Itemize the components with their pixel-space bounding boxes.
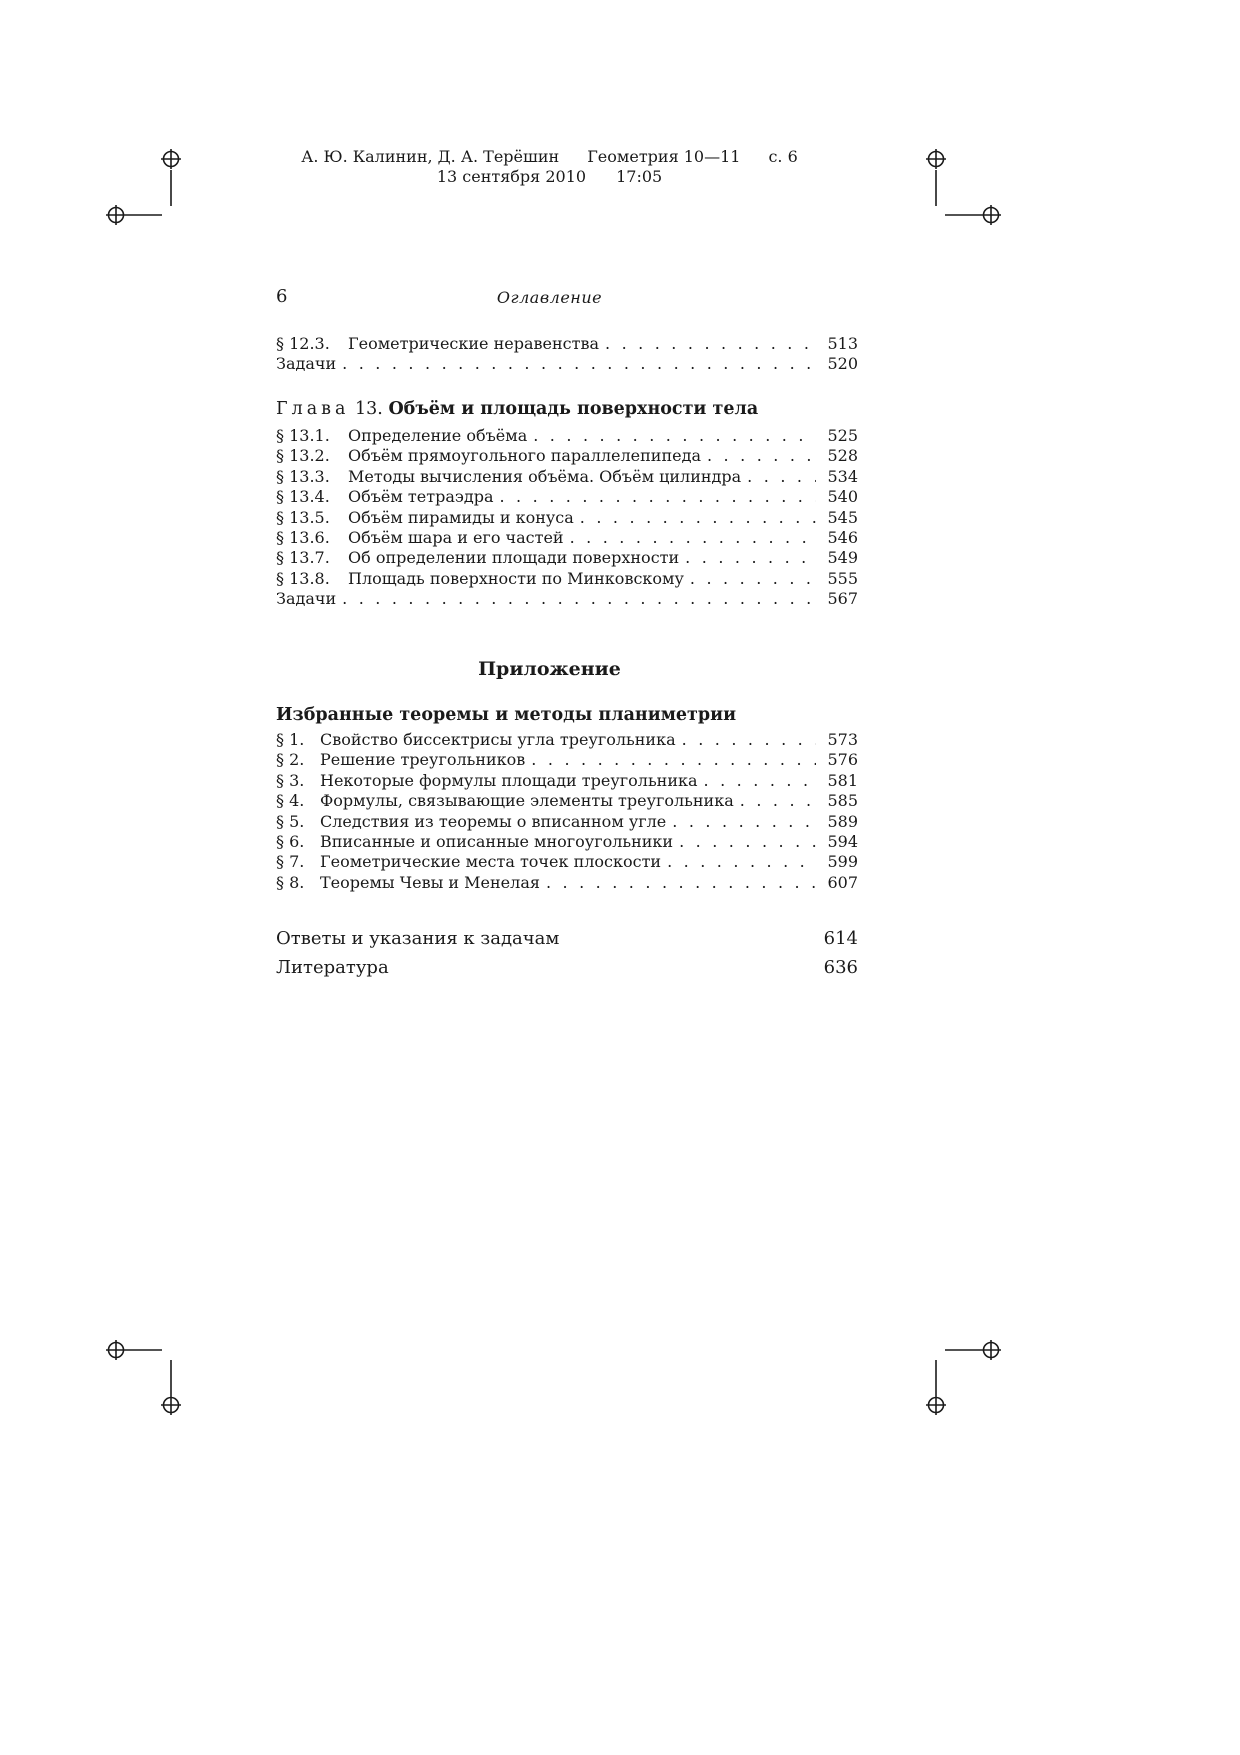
registration-mark-icon [106,1340,126,1360]
registration-mark-icon [106,205,126,225]
toc-entry [276,832,858,852]
toc-entry [276,528,858,548]
toc-entry-page: 520 [827,354,858,374]
leader-dots [667,852,816,872]
toc-entry-page: 540 [827,487,858,507]
toc-entry [276,446,858,466]
toc-entry-title: Объём тетраэдра [348,487,494,507]
toc-entry-title: Методы вычисления объёма. Объём цилиндра [348,466,742,486]
toc-entry [276,334,858,354]
chapter-number: 13. [355,399,383,419]
leader-dots [580,508,816,528]
toc-entry [276,852,858,872]
toc-entry-title: Некоторые формулы площади треугольника [320,770,698,790]
toc-entry [276,771,858,791]
leader-dots [533,426,816,446]
toc-entry-number: § 13.4. [276,487,330,507]
running-title: Оглавление [496,288,603,307]
toc-entry-number: § 13.1. [276,426,330,445]
toc-entry-number: § 8. [276,872,305,892]
toc-appendix [276,704,858,893]
appendix-heading: Приложение [478,658,621,680]
toc-back-matter [276,928,858,986]
toc-entry-page: 573 [827,730,858,749]
toc-entry-title: Об определении площади поверхности [348,548,680,568]
toc-entry-title: Геометрические неравенства [348,334,600,353]
toc-entry-title: Объём шара и его частей [348,527,564,547]
toc-entry [276,928,858,957]
toc-entry [276,487,858,507]
toc-entry-page: 581 [827,770,858,790]
chapter-heading [276,398,858,424]
toc-entry [276,812,858,832]
leader-dots [740,791,816,811]
toc-entry-number: § 2. [276,750,305,770]
toc-entry-number: § 7. [276,852,305,872]
toc-entry-title: Определение объёма [348,426,528,445]
toc-entry [276,508,858,528]
leader-dots [605,334,816,354]
print-slug-line-2 [0,167,1099,187]
toc-entry-title: Ответы и указания к задачам [276,928,560,949]
toc-entry [276,791,858,811]
toc-entry-title: Объём прямоугольного параллелепипеда [348,446,701,466]
toc-entry [276,548,858,568]
leader-dots [747,467,816,487]
toc-entry-number: § 13.8. [276,568,330,588]
leader-dots [499,487,816,507]
toc-entry-title: Следствия из теоремы о вписанном угле [320,811,667,831]
toc-entry-page: 546 [827,527,858,547]
chapter-prefix: Глава [276,399,350,419]
toc-entry-title: Задачи [276,589,337,609]
toc-entry-number: § 13.2. [276,446,330,466]
toc-entry-page: 525 [827,426,858,445]
registration-mark-icon [981,1340,1001,1360]
toc-entry-number: § 12.3. [276,334,330,353]
leader-dots [342,354,816,374]
toc-entry [276,957,858,986]
toc-entry [276,467,858,487]
toc-entry-number: § 1. [276,730,305,749]
toc-entry-title: Решение треугольников [320,750,526,770]
toc-entry-title: Теоремы Чевы и Менелая [320,872,540,892]
toc-entry-page: 513 [827,334,858,353]
leader-dots [704,771,816,791]
toc-entry-title: Геометрические места точек плоскости [320,852,662,872]
leader-dots [570,528,816,548]
toc-entry-title: Формулы, связывающие элементы треугольника [320,791,734,811]
toc-entry-number: § 5. [276,811,305,831]
toc-entry-page: 589 [827,811,858,831]
slug-book-title: Геометрия 10—11 [587,147,741,166]
toc-chapter-13 [276,398,858,610]
toc-entry-number: § 13.3. [276,466,330,486]
toc-entry-title: Задачи [276,354,337,374]
slug-date: 13 сентября 2010 [436,167,587,186]
toc-entry-page: 599 [827,852,858,872]
toc-entry-number: § 13.6. [276,527,330,547]
toc-entry-title: Литература [276,957,389,978]
toc-entry-number: § 3. [276,770,305,790]
toc-entry-number: § 6. [276,831,305,851]
toc-entry-number: § 13.7. [276,548,330,568]
slug-page-ref: с. 6 [768,147,798,166]
toc-entry-page: 534 [827,466,858,486]
toc-entry-title: Вписанные и описанные многоугольники [320,831,674,851]
toc-entry-page: 607 [827,872,858,892]
leader-dots [707,446,816,466]
toc-entry-page: 555 [827,568,858,588]
toc-entry-page: 585 [827,791,858,811]
registration-mark-icon [161,1395,181,1415]
leader-dots [682,730,816,750]
toc-entry-page: 545 [827,507,858,527]
toc-entry-title: Площадь поверхности по Минковскому [348,568,684,588]
page-number: 6 [276,286,288,307]
registration-mark-icon [981,205,1001,225]
leader-dots [546,873,816,893]
slug-authors: А. Ю. Калинин, Д. А. Терёшин [301,147,560,166]
leader-dots [690,569,816,589]
leader-dots [531,750,816,770]
toc-entry-page: 549 [827,548,858,568]
toc-entry [276,354,858,374]
toc-entry-page: 567 [827,589,858,609]
chapter-title: Объём и площадь поверхности тела [388,399,759,419]
leader-dots [679,832,816,852]
toc-section-12 [276,334,858,375]
toc-entry-page: 636 [823,957,858,978]
appendix-subheading: Избранные теоремы и методы планиметрии [276,705,737,725]
toc-entry [276,730,858,750]
toc-entry-title: Свойство биссектрисы угла треугольника [320,730,676,749]
toc-entry-page: 576 [827,750,858,770]
print-slug-line-1 [0,147,1099,167]
toc-entry-page: 614 [823,928,858,949]
registration-mark-icon [926,1395,946,1415]
toc-entry-page: 528 [827,446,858,466]
toc-entry [276,589,858,609]
toc-entry [276,569,858,589]
slug-time: 17:05 [616,167,663,186]
toc-entry-title: Объём пирамиды и конуса [348,507,574,527]
leader-dots [685,548,816,568]
toc-entry [276,750,858,770]
leader-dots [672,812,816,832]
toc-entry-number: § 4. [276,791,305,811]
toc-entry [276,426,858,446]
leader-dots [342,589,816,609]
toc-entry-number: § 13.5. [276,507,330,527]
toc-entry-page: 594 [827,831,858,851]
toc-entry [276,873,858,893]
